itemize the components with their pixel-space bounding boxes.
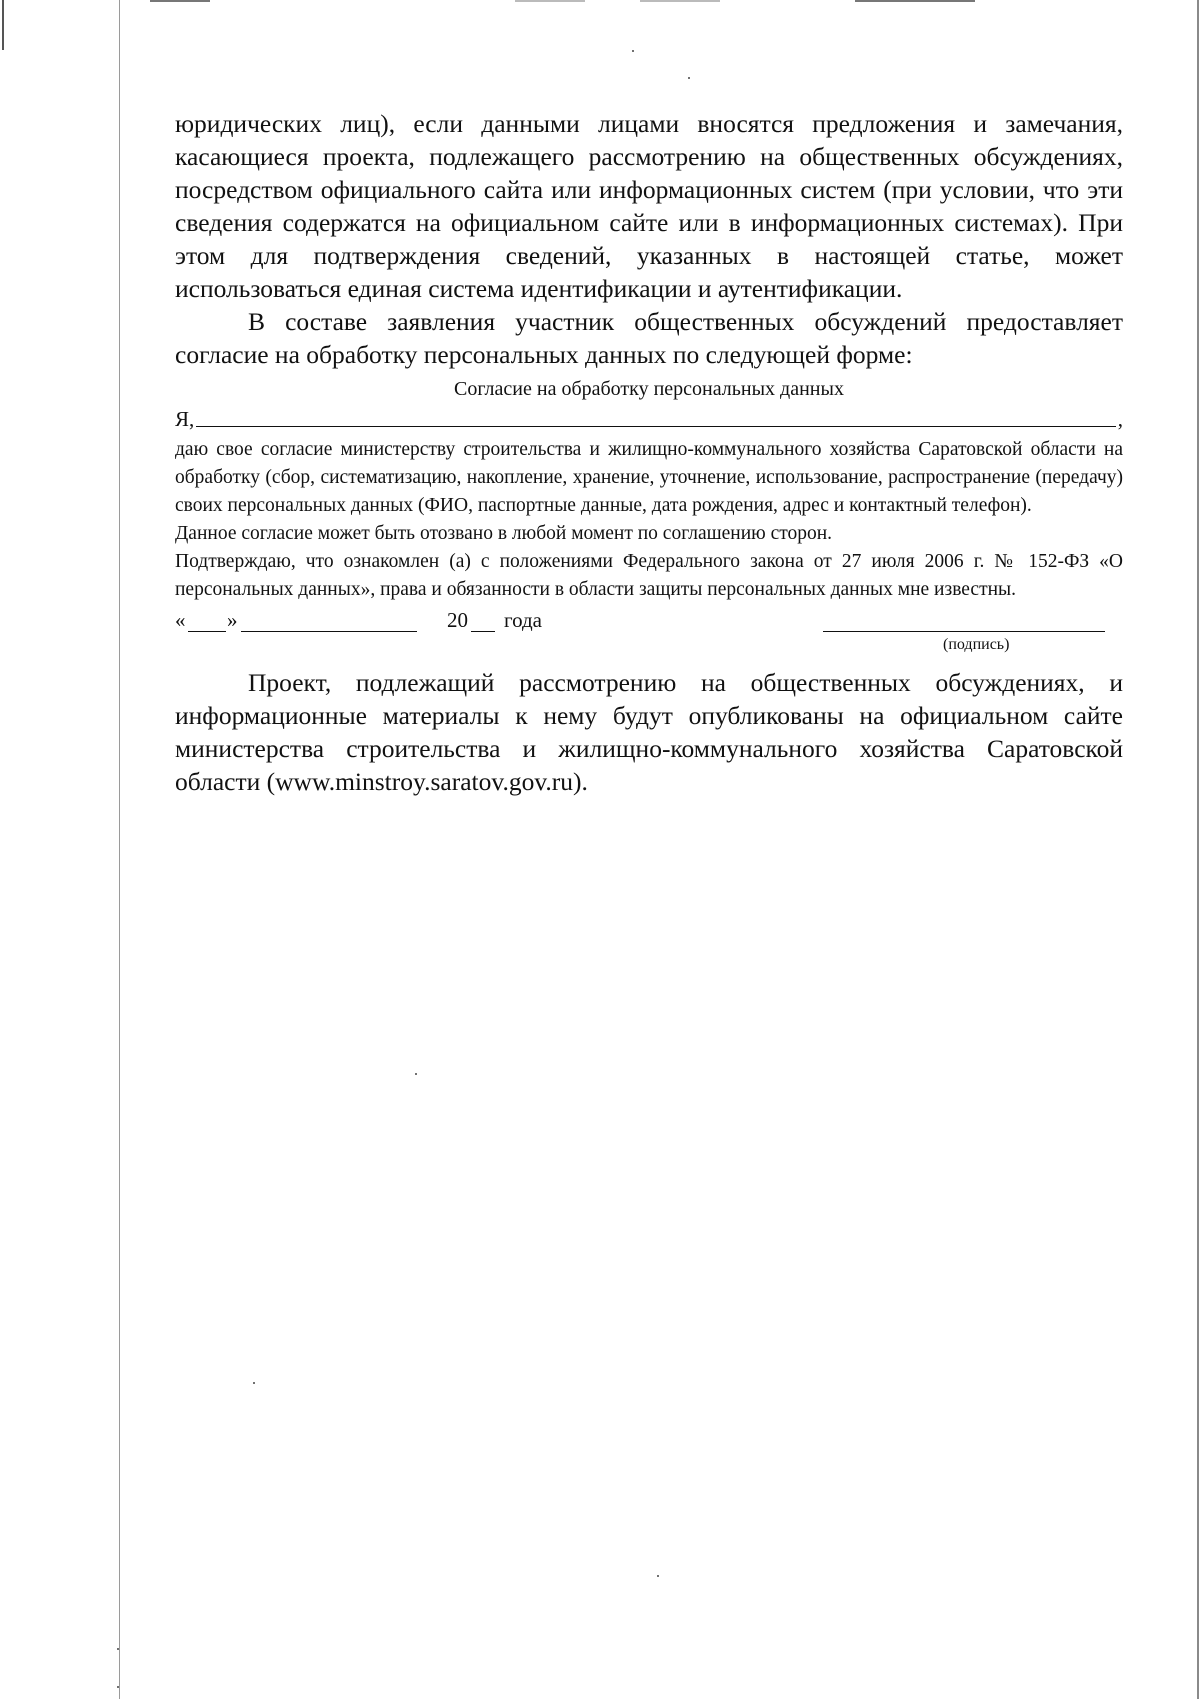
paragraph-publication: Проект, подлежащий рассмотрению на общественных обсуждениях, и информационные материалы к нему будут опубликованы на официальном сайте министерства строительства и жилищно-коммунального хозяйства Саратовской области (www.minstroy.saratov.gov.ru). <box>175 668 1123 796</box>
date-close-quote: » <box>227 608 238 632</box>
scan-speck <box>117 1686 119 1688</box>
scan-margin-line-left <box>119 0 120 1699</box>
paragraph-continuation: юридических лиц), если данными лицами вносятся предложения и замечания, касающиеся проекта, подлежащего рассмотрению на общественных обсуждениях, посредством официального сайта или информационных систем (при условии, что эти сведения содержатся на официальном сайте или в информационных системах). При этом для подтверждения сведений, указанных в настоящей статье, может использоваться единая система идентификации и аутентификации. <box>175 109 1123 303</box>
consent-name-field[interactable] <box>196 426 1115 427</box>
consent-revocation-text: Данное согласие может быть отозвано в любой момент по соглашению сторон. <box>175 523 833 544</box>
scan-top-mark <box>515 0 585 2</box>
consent-form <box>175 376 1123 662</box>
scan-speck <box>253 1382 255 1384</box>
scan-top-mark <box>150 0 210 2</box>
scan-top-mark <box>855 0 975 2</box>
paragraph-consent-intro: В составе заявления участник общественных обсуждений предоставляет согласие на обработку персональных данных по следующей форме: <box>175 307 1123 369</box>
signature-label-row <box>175 636 1123 662</box>
consent-name-prefix: Я, <box>175 407 195 431</box>
scan-speck <box>117 1648 119 1650</box>
consent-confirmation-text: Подтверждаю, что ознакомлен (а) с положениями Федерального закона от 27 июля 2006 г. № 152-ФЗ «О персональных данных», права и обязанности в области защиты персональных данных мне известны. <box>175 551 1123 600</box>
signature-label: (подпись) <box>943 636 1010 653</box>
date-open-quote: « <box>175 608 186 632</box>
scan-speck <box>688 77 690 79</box>
date-year-field[interactable] <box>471 606 495 632</box>
consent-form-title: Согласие на обработку персональных данных <box>454 378 844 400</box>
date-month-field[interactable] <box>241 606 417 632</box>
scan-edge-mark <box>2 0 4 50</box>
scan-margin-line-right <box>1197 0 1199 1699</box>
consent-name-line <box>175 406 1123 432</box>
date-day-field[interactable] <box>188 606 226 632</box>
scan-speck <box>415 1073 417 1075</box>
date-year-suffix: года <box>504 608 542 632</box>
signature-field[interactable] <box>823 606 1105 632</box>
scan-speck <box>632 50 634 52</box>
document-body <box>175 107 1123 798</box>
scan-top-mark <box>640 0 720 2</box>
scan-speck <box>657 1575 659 1577</box>
date-year-prefix: 20 <box>447 608 468 632</box>
consent-date-signature-row <box>175 606 1123 636</box>
consent-body-text: даю свое согласие министерству строительства и жилищно-коммунального хозяйства Саратовской области на обработку (сбор, систематизацию, накопление, хранение, уточнение, использование, распространение (передачу) своих персональных данных (ФИО, паспортные данные, дата рождения, адрес и контактный телефон). <box>175 439 1123 516</box>
consent-name-suffix: , <box>1117 407 1123 431</box>
